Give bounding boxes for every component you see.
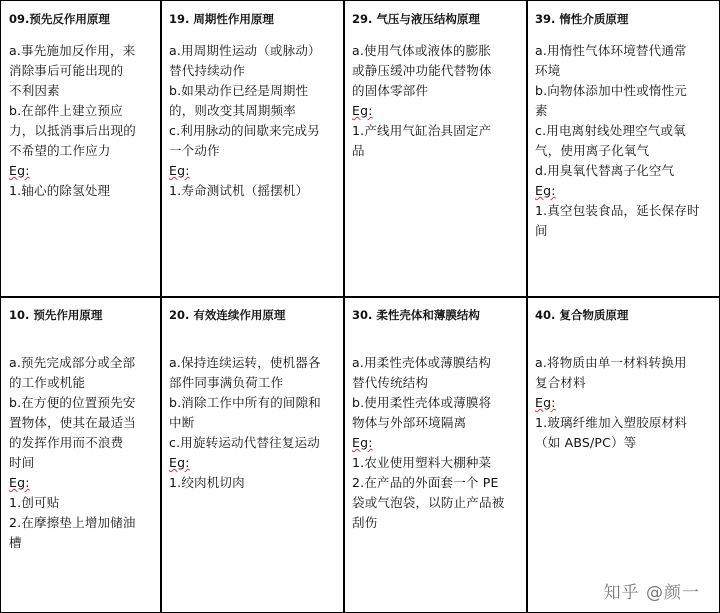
- principle-body: [535, 41, 713, 241]
- principle-line: a.将物质由单一材料转换用: [535, 355, 687, 370]
- principle-line: 不利因素: [9, 83, 60, 98]
- principle-line: 的工作或机能: [9, 375, 86, 390]
- principle-line: 力，以抵消事后出现的: [9, 123, 137, 138]
- principle-line: 复合材料: [535, 375, 586, 390]
- principle-cell: [0, 0, 162, 298]
- principle-line: a.用周期性运动（或脉动）: [169, 43, 321, 58]
- zhihu-watermark: 知乎 @颜一: [603, 583, 700, 603]
- principle-line: c.用旋转运动代替往复运动: [169, 435, 320, 450]
- principle-line: b.如果动作已经是周期性: [169, 83, 309, 98]
- principle-cell: [526, 0, 720, 298]
- principle-line: 2.在摩擦垫上增加储油: [9, 515, 136, 530]
- principle-cell: [526, 296, 720, 613]
- principle-line: 间: [535, 223, 548, 238]
- principle-cell: [160, 296, 345, 613]
- example-label: Eg:: [169, 163, 190, 178]
- principle-title: 39. 惰性介质原理: [535, 12, 629, 26]
- principle-cell: [160, 0, 345, 298]
- principle-line: 部件同事满负荷工作: [169, 375, 284, 390]
- principle-line: 不希望的工作应力: [9, 143, 111, 158]
- principle-title: 20. 有效连续作用原理: [169, 308, 286, 322]
- principle-line: b.使用柔性壳体或薄膜将: [352, 395, 492, 410]
- principle-line: 2.在产品的外面套一个 PE: [352, 475, 499, 490]
- principle-line: 替代传统结构: [352, 375, 429, 390]
- principle-line: 的固体零部件: [352, 83, 429, 98]
- principle-line: 1.寿命测试机（摇摆机）: [169, 183, 309, 198]
- example-label: Eg:: [9, 475, 30, 490]
- principle-line: 的，则改变其周期频率: [169, 103, 297, 118]
- principle-line: d.用臭氧代替离子化空气: [535, 163, 675, 178]
- principle-body: [9, 353, 155, 553]
- principle-body: [352, 41, 521, 161]
- example-label: Eg:: [535, 395, 556, 410]
- example-label: Eg:: [352, 103, 373, 118]
- principle-cell: [343, 0, 528, 298]
- principle-body: [169, 353, 338, 493]
- principle-title: 29. 气压与液压结构原理: [352, 12, 480, 26]
- principle-body: [9, 41, 155, 201]
- principle-line: a.使用气体或液体的膨胀: [352, 43, 492, 58]
- principle-line: a.保持连续运转，使机器各: [169, 355, 321, 370]
- principle-line: b.消除工作中所有的间隙和: [169, 395, 322, 410]
- principle-line: 品: [352, 143, 365, 158]
- principle-line: 1.轴心的除氢处理: [9, 183, 111, 198]
- principle-line: c.利用脉动的间歇来完成另: [169, 123, 320, 138]
- principle-line: 气，使用离子化氧气: [535, 143, 650, 158]
- principle-title: 19. 周期性作用原理: [169, 12, 274, 26]
- principle-line: 1.绞肉机切肉: [169, 475, 245, 490]
- example-label: Eg:: [169, 455, 190, 470]
- principle-line: 物体与外部环境隔离: [352, 415, 467, 430]
- principle-cell: [343, 296, 528, 613]
- principle-line: 消除事后可能出现的: [9, 63, 124, 78]
- principle-line: 1.农业使用塑料大棚种菜: [352, 455, 492, 470]
- example-label: Eg:: [352, 435, 373, 450]
- principle-line: b.在部件上建立预应: [9, 103, 123, 118]
- principle-line: a.用惰性气体环境替代通常: [535, 43, 687, 58]
- principle-title: 09.预先反作用原理: [9, 12, 110, 26]
- principle-line: 时间: [9, 455, 35, 470]
- principle-line: 槽: [9, 535, 22, 550]
- principle-body: [169, 41, 338, 201]
- principle-line: 素: [535, 103, 548, 118]
- principle-title: 10. 预先作用原理: [9, 308, 103, 322]
- principle-line: （如 ABS/PC）等: [535, 435, 637, 450]
- principle-title: 30. 柔性壳体和薄膜结构: [352, 308, 480, 322]
- principle-body: [352, 353, 521, 533]
- principle-line: 1.真空包装食品，延长保存时: [535, 203, 700, 218]
- principle-line: 环境: [535, 63, 561, 78]
- principle-line: 置物体，使其在最适当: [9, 415, 137, 430]
- example-label: Eg:: [535, 183, 556, 198]
- example-label: Eg:: [9, 163, 30, 178]
- principle-line: b.在方便的位置预先安: [9, 395, 136, 410]
- principle-line: 中断: [169, 415, 195, 430]
- principle-line: 1.产线用气缸治具固定产: [352, 123, 492, 138]
- principle-line: 1.玻璃纤维加入塑胶原材料: [535, 415, 688, 430]
- principle-body: [535, 353, 713, 453]
- principle-cell: [0, 296, 162, 613]
- principle-line: a.预先完成部分或全部: [9, 355, 136, 370]
- principle-line: c.用电离射线处理空气或氧: [535, 123, 686, 138]
- principle-line: 的发挥作用而不浪费: [9, 435, 124, 450]
- principle-line: 袋或气泡袋，以防止产品被: [352, 495, 505, 510]
- principle-line: a.用柔性壳体或薄膜结构: [352, 355, 492, 370]
- principle-line: 或静压缓冲功能代替物体: [352, 63, 492, 78]
- principle-line: b.向物体添加中性或惰性元: [535, 83, 688, 98]
- principle-line: 1.创可贴: [9, 495, 60, 510]
- principle-line: 替代持续动作: [169, 63, 246, 78]
- principle-line: a.事先施加反作用，来: [9, 43, 136, 58]
- principle-line: 一个动作: [169, 143, 220, 158]
- principle-title: 40. 复合物质原理: [535, 308, 629, 322]
- principle-line: 刮伤: [352, 515, 378, 530]
